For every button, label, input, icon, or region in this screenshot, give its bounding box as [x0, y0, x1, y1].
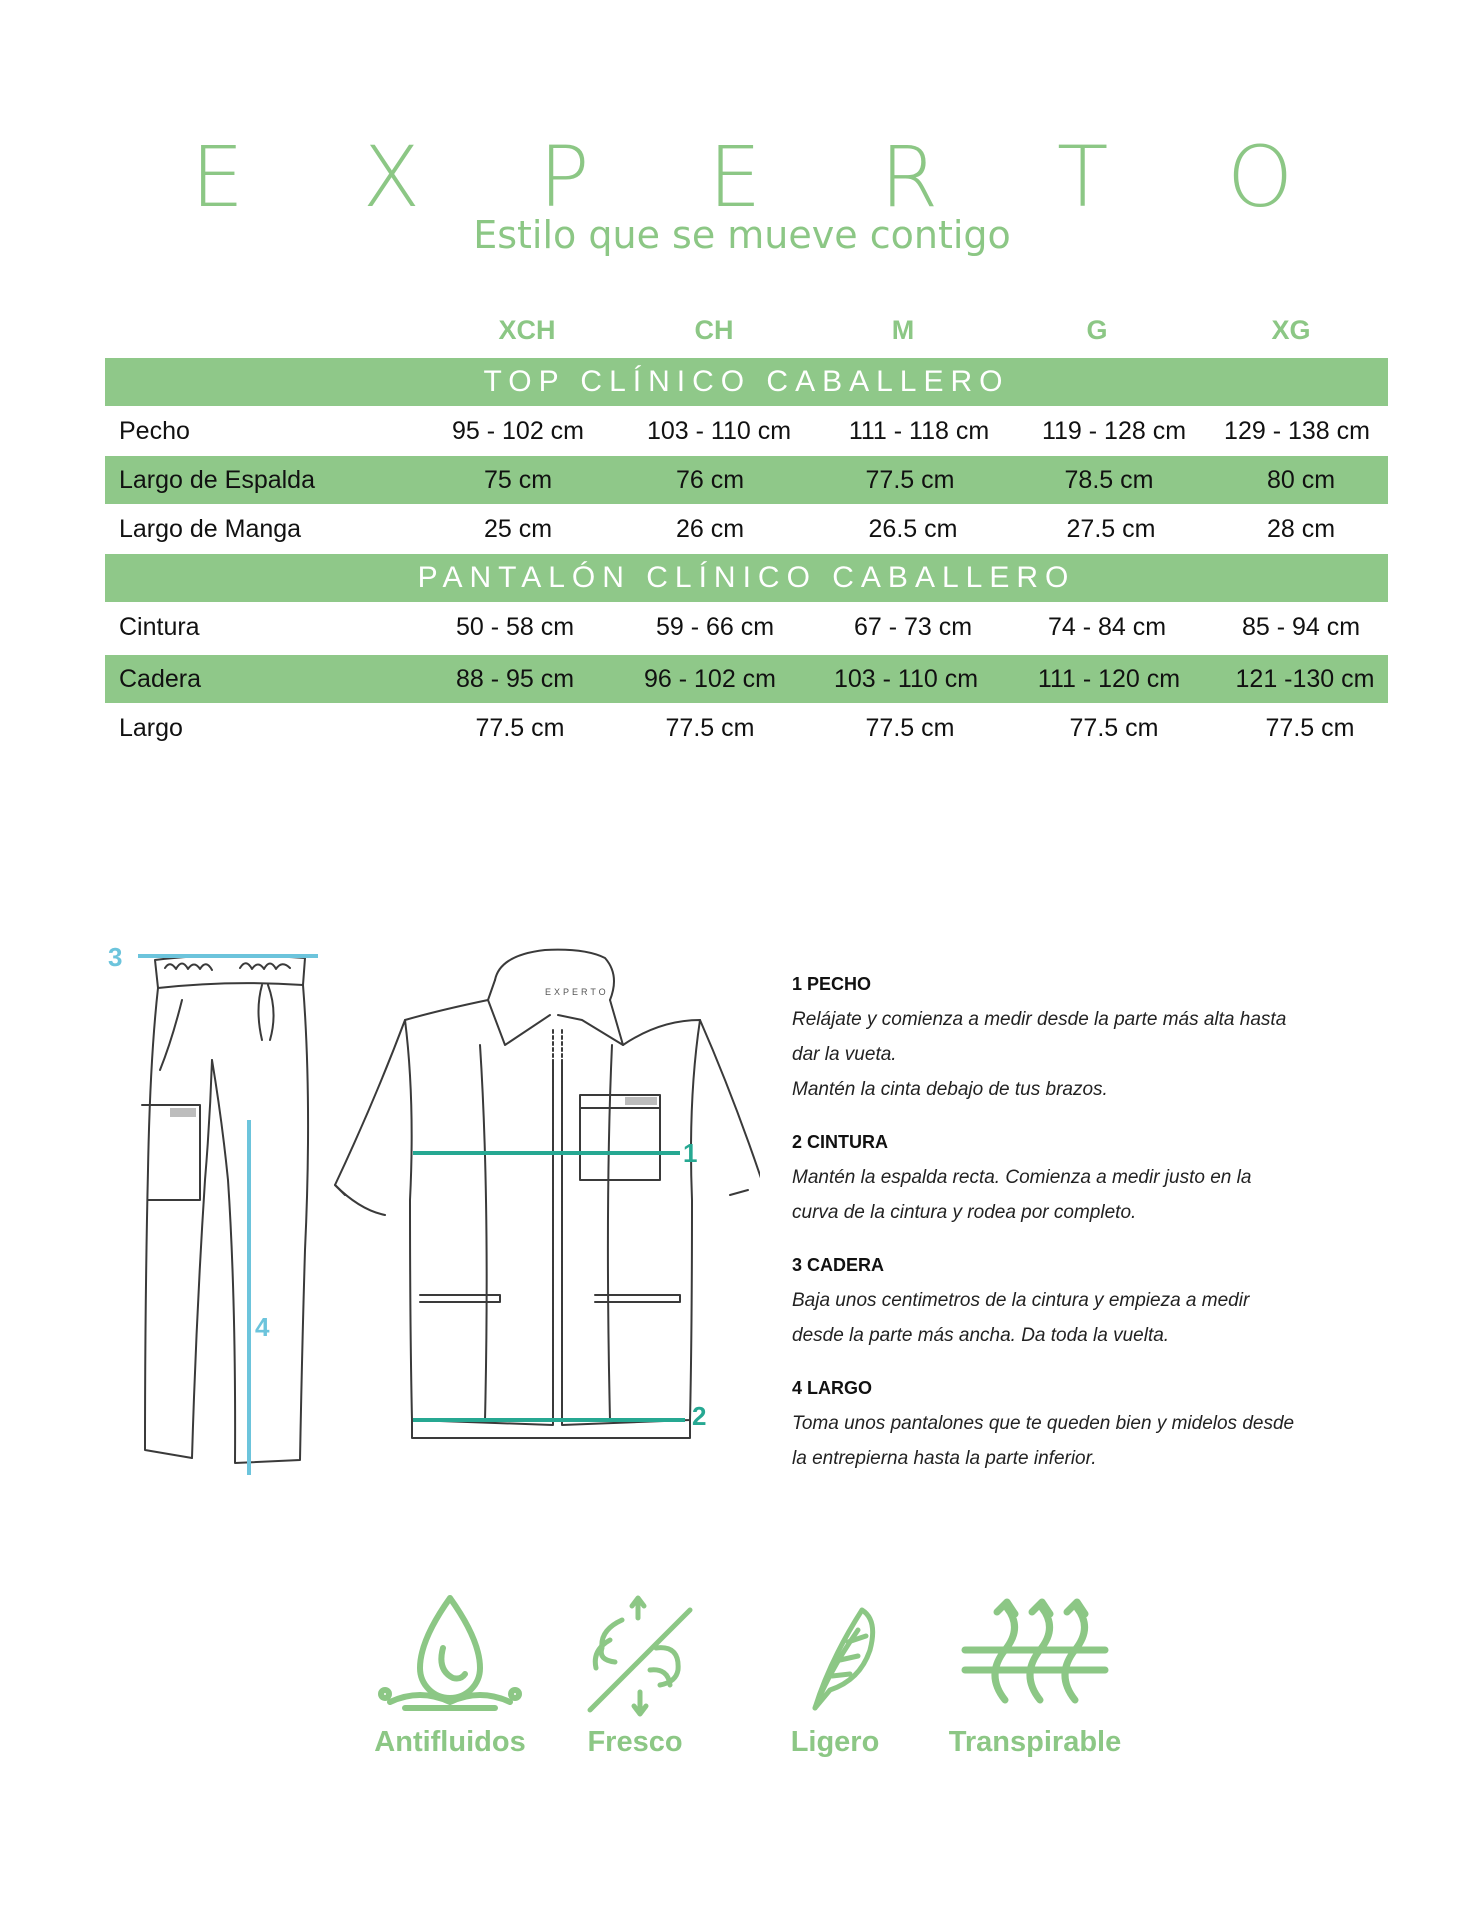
table-cell: 25 cm — [483, 515, 553, 543]
feature-fresco — [560, 1590, 710, 1760]
table-cell: 77.5 cm — [865, 466, 955, 494]
size-header: XG — [1271, 315, 1311, 345]
instruction-title: 4 LARGO — [792, 1378, 873, 1398]
table-cell: 67 - 73 cm — [853, 613, 973, 641]
marker-2: 2 — [692, 1401, 707, 1431]
section-title-pants: PANTALÓN CLÍNICO CABALLERO — [105, 554, 1388, 602]
marker-3: 3 — [108, 942, 123, 972]
table-cell: 103 - 110 cm — [833, 665, 979, 693]
feature-antifluidos — [365, 1590, 535, 1760]
instruction-text: curva de la cintura y rodea por completo. — [792, 1202, 1137, 1223]
table-cell: 26 cm — [675, 515, 745, 543]
table-cell: 50 - 58 cm — [455, 613, 575, 641]
instruction-text: desde la parte más ancha. Da toda la vuelta. — [792, 1325, 1170, 1346]
table-cell: 121 -130 cm — [1235, 665, 1375, 693]
table-cell: 111 - 118 cm — [848, 417, 990, 445]
size-header: M — [891, 315, 915, 345]
table-cell: 77.5 cm — [475, 714, 565, 742]
table-cell: 77.5 cm — [865, 714, 955, 742]
table-cell: 28 cm — [1266, 515, 1336, 543]
table-row — [105, 655, 1388, 703]
row-label: Largo de Manga — [119, 515, 302, 543]
marker-1: 1 — [683, 1138, 698, 1168]
instruction-title: 3 CADERA — [792, 1255, 885, 1275]
airflow-icon — [560, 1590, 710, 1720]
breathable-icon — [945, 1590, 1125, 1720]
instruction-title: 1 PECHO — [792, 974, 872, 994]
table-cell: 111 - 120 cm — [1037, 665, 1181, 693]
size-header: XCH — [498, 315, 556, 345]
instruction-largo — [792, 1371, 1412, 1476]
table-cell: 96 - 102 cm — [643, 665, 777, 693]
feature-label: Transpirable — [948, 1726, 1122, 1758]
row-label: Largo de Espalda — [119, 466, 315, 494]
row-label: Cintura — [119, 613, 200, 641]
table-row — [105, 456, 1388, 504]
marker-4: 4 — [255, 1312, 270, 1342]
table-cell: 77.5 cm — [1069, 714, 1159, 742]
table-cell: 119 - 128 cm — [1041, 417, 1187, 445]
instruction-cadera — [792, 1248, 1412, 1353]
brand-title: E X P E R T O — [190, 128, 1340, 226]
table-cell: 76 cm — [675, 466, 745, 494]
feather-icon — [770, 1590, 900, 1720]
table-cell: 26.5 cm — [868, 515, 958, 543]
size-header-row — [0, 315, 1484, 355]
row-label: Cadera — [119, 665, 201, 693]
table-cell: 129 - 138 cm — [1224, 417, 1370, 445]
table-cell: 85 - 94 cm — [1241, 613, 1361, 641]
shirt-drawing — [335, 950, 760, 1438]
table-cell: 77.5 cm — [665, 714, 755, 742]
table-cell: 74 - 84 cm — [1047, 613, 1167, 641]
instruction-title: 2 CINTURA — [792, 1132, 889, 1152]
table-cell: 77.5 cm — [1265, 714, 1355, 742]
feature-ligero — [770, 1590, 900, 1760]
section-title-top: TOP CLÍNICO CABALLERO — [105, 358, 1388, 406]
table-cell: 59 - 66 cm — [655, 613, 775, 641]
table-cell: 80 cm — [1266, 466, 1336, 494]
instruction-text: la entrepierna hasta la parte inferior. — [792, 1448, 1097, 1469]
feature-transpirable — [945, 1590, 1125, 1760]
instruction-text: Toma unos pantalones que te queden bien y midelos desde — [792, 1413, 1295, 1434]
instruction-pecho — [792, 967, 1412, 1107]
table-row — [105, 407, 1388, 455]
instruction-text: Baja unos centimetros de la cintura y empieza a medir — [792, 1290, 1250, 1311]
instruction-text: Relájate y comienza a medir desde la parte más alta hasta — [792, 1009, 1287, 1030]
feature-label: Ligero — [790, 1726, 880, 1758]
table-cell: 103 - 110 cm — [646, 417, 792, 445]
size-header: G — [1086, 315, 1108, 345]
measurement-diagram — [0, 920, 760, 1520]
shirt-logo-text: EXPERTO — [545, 987, 609, 997]
instruction-cintura — [792, 1125, 1412, 1230]
table-cell: 78.5 cm — [1064, 466, 1154, 494]
pants-drawing — [142, 955, 308, 1463]
instruction-text: dar la vueta. — [792, 1044, 897, 1065]
table-row — [105, 603, 1388, 651]
droplet-icon — [365, 1590, 535, 1720]
table-cell: 95 - 102 cm — [451, 417, 585, 445]
table-cell: 75 cm — [483, 466, 553, 494]
brand-tagline: Estilo que se mueve contigo — [473, 213, 1011, 257]
instruction-text: Mantén la cinta debajo de tus brazos. — [792, 1079, 1108, 1100]
table-row — [105, 704, 1388, 752]
table-cell: 27.5 cm — [1066, 515, 1156, 543]
row-label: Largo — [119, 714, 183, 742]
size-header: CH — [694, 315, 734, 345]
table-cell: 88 - 95 cm — [455, 665, 575, 693]
feature-label: Fresco — [587, 1726, 683, 1758]
row-label: Pecho — [119, 417, 190, 445]
instruction-text: Mantén la espalda recta. Comienza a medir justo en la — [792, 1167, 1252, 1188]
table-row — [105, 505, 1388, 553]
feature-label: Antifluidos — [374, 1726, 526, 1758]
